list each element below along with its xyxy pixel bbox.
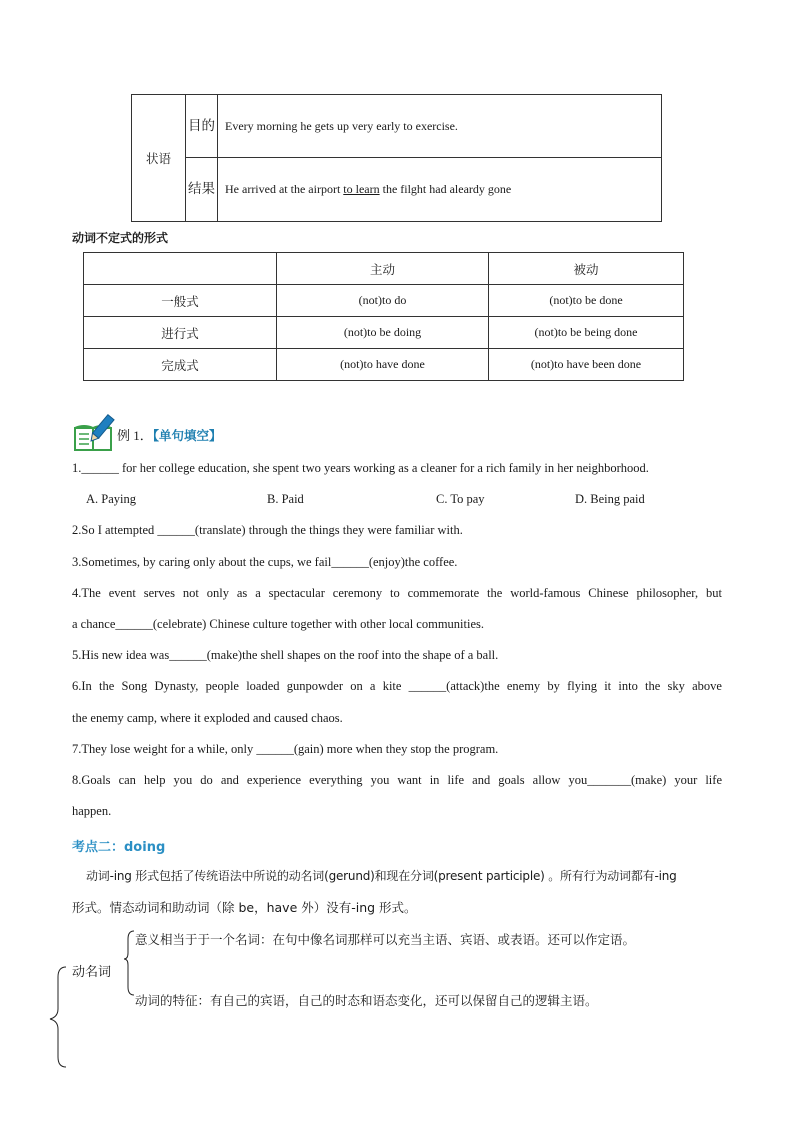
gerund-label: 动名词 [72, 965, 112, 980]
active-cell: (not)to have done [277, 349, 489, 381]
question-6-line-2: the enemy camp, where it exploded and caused chaos. [72, 711, 343, 725]
question-4-line-2: a chance______(celebrate) Chinese culture together with other local communities. [72, 617, 484, 631]
question-8-line-1: 8.Goals can help you do and experience everything you want in life and goals allow you_______(make) your life [72, 773, 722, 787]
option-c: C. To pay [436, 492, 485, 506]
active-cell: (not)to be doing [277, 317, 489, 349]
kaodian-paragraph-line-2: 形式。情态动词和助动词（除 be，have 外）没有-ing 形式。 [72, 900, 417, 915]
option-a: A. Paying [86, 492, 136, 506]
result-example: He arrived at the airport to learn the filght had aleardy gone [218, 158, 662, 222]
gerund-point-noun: 意义相当于于一个名词：在句中像名词那样可以充当主语、宾语、或表语。还可以作定语。 [135, 932, 636, 947]
question-5: 5.His new idea was______(make)the shell shapes on the roof into the shape of a ball. [72, 648, 499, 662]
question-8-line-2: happen. [72, 804, 112, 818]
example-heading [117, 425, 222, 444]
purpose-cell: 目的 [186, 95, 218, 158]
header-passive: 被动 [489, 253, 684, 285]
infinitive-forms-table [83, 252, 684, 381]
passive-cell: (not)to have been done [489, 349, 684, 381]
purpose-example: Every morning he gets up very early to exercise. [218, 95, 662, 158]
question-1: 1.______ for her college education, she spent two years working as a cleaner for a rich family in her neighborhood. [72, 461, 649, 475]
header-active: 主动 [277, 253, 489, 285]
example-label: 例 1． [117, 428, 153, 443]
gerund-point-verb: 动词的特征：有自己的宾语，自己的时态和语态变化，还可以保留自己的逻辑主语。 [135, 993, 598, 1008]
example-tag: 【单句填空】 [152, 428, 222, 443]
option-d: D. Being paid [575, 492, 645, 506]
option-b: B. Paid [267, 492, 304, 506]
header-empty [84, 253, 277, 285]
result-cell: 结果 [186, 158, 218, 222]
purpose-result-table [131, 94, 662, 222]
row-label: 一般式 [84, 285, 277, 317]
question-2: 2.So I attempted ______(translate) through the things they were familiar with. [72, 523, 463, 537]
row-label: 完成式 [84, 349, 277, 381]
question-6-line-1: 6.In the Song Dynasty, people loaded gunpowder on a kite ______(attack)the enemy by flying it into the sky above [72, 679, 722, 693]
active-cell: (not)to do [277, 285, 489, 317]
brace-diagram [44, 925, 144, 1070]
question-7: 7.They lose weight for a while, only ______(gain) more when they stop the program. [72, 742, 499, 756]
question-4-line-1: 4.The event serves not only as a spectacular ceremony to commemorate the world-famous Chinese philosopher, but [72, 586, 722, 600]
question-3: 3.Sometimes, by caring only about the cups, we fail______(enjoy)the coffee. [72, 555, 458, 569]
row-label: 进行式 [84, 317, 277, 349]
kaodian-paragraph-line-1: 动词-ing 形式包括了传统语法中所说的动名词(gerund)和现在分词(present participle) 。所有行为动词都有-ing [86, 869, 677, 883]
kaodian-title: 考点二：doing [72, 840, 166, 855]
section-title: 动词不定式的形式 [72, 231, 169, 245]
notebook-pencil-icon [72, 414, 116, 452]
adverbial-cell: 状语 [132, 95, 186, 222]
passive-cell: (not)to be being done [489, 317, 684, 349]
passive-cell: (not)to be done [489, 285, 684, 317]
